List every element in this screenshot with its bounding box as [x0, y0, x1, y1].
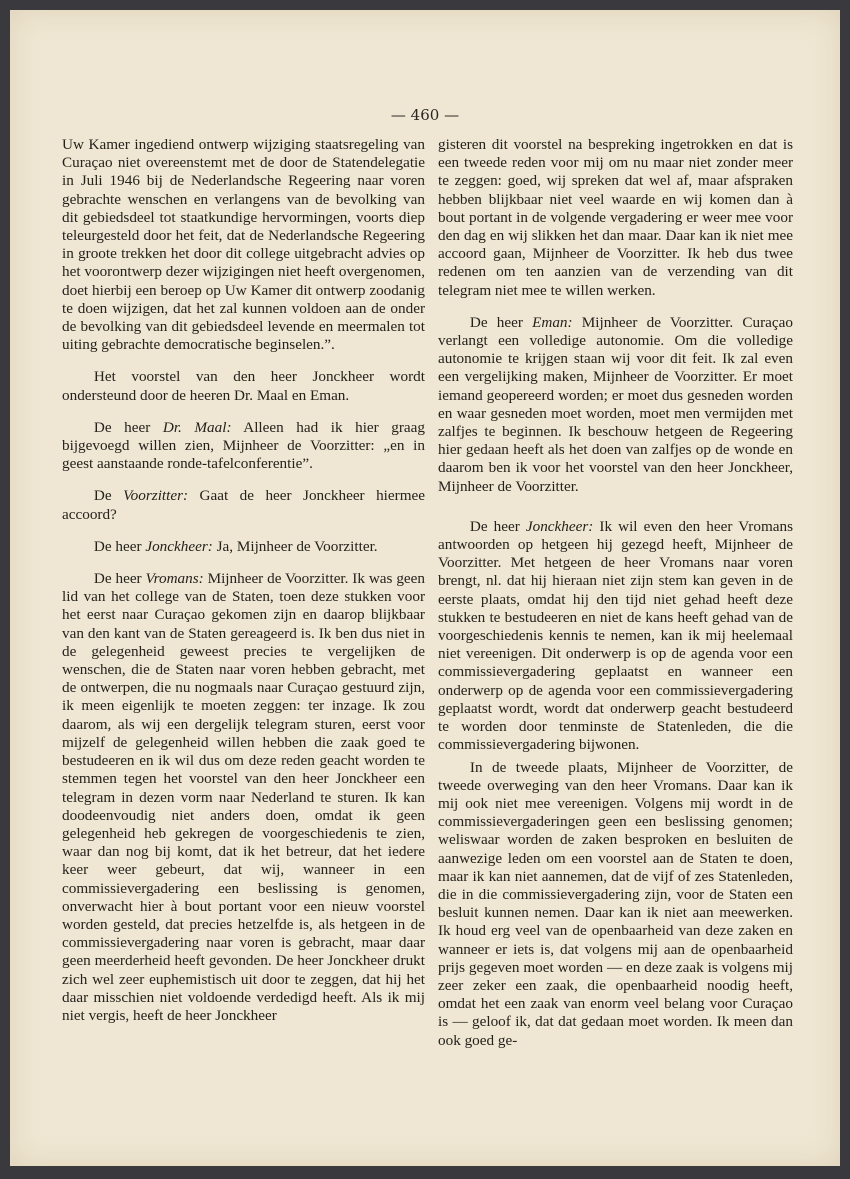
right-column [438, 136, 793, 1050]
left-column [62, 136, 425, 1039]
paragraph-text: In de tweede plaats, Mijnheer de Voorzitter, de tweede overweging van den heer Vromans. Daar kan ik mij ook niet mee vereenigen. Volgens mij wordt in de commissievergaderingen geen een beslissing genomen; weliswaar worden de zaken besproken en besluiten de aanwezige leden om een voorstel aan de Staten te doen, maar ik kan niet aannemen, dat de vijf of zes Statenleden, die in die commissievergadering zijn, voor de Staten een besluit kunnen nemen. Daar kan ik niet aan meewerken. Ik houd erg veel van de openbaarheid van deze zaken en wanneer er iets is, dat volgens mij aan de openbaarheid prijs gegeven moet worden — en deze zaak is volgens mij zeer zeker een zaak, die openbaarheid noodig heeft, omdat het een zaak van enorm veel belang voor Curaçao is — geloof ik, dat dat gedaan moet worden. Ik meen dan ook goed ge- [438, 758, 793, 1049]
paragraph-text: gisteren dit voorstel na bespreking ingetrokken en dat is een tweede reden voor mij om nu maar niet zonder meer te zeggen: goed, wij spreken dat wel af, maar afspraken hebben blijkbaar niet veel waarde en wij komen dan à bout portant in de volgende vergadering er weer mee voor den dag en wij slikken het dan maar. Daar kan ik niet mee accoord gaan, Mijnheer de Voorzitter. Ik heb dus twee redenen om ten aanzien van de verzending van dit telegram niet mee te willen werken. [438, 136, 793, 299]
page-number: — 460 — [390, 106, 460, 124]
paragraph-text: Uw Kamer ingediend ontwerp wijziging staatsregeling van Curaçao niet overeenstemt met de door de Statendelegatie in Juli 1946 bij de Nederlandsche Regeering naar voren gebrachte wenschen en verlangens van de bevolking van dit gebiedsdeel tot staatkundige hervormingen, voorts diep teleurgesteld door het feit, dat de Nederlandsche Regeering in groote trekken het door dit college uitgebracht advies op het voorontwerp dezer wijzigingen niet heeft overgenomen, doet hierbij een beroep op Uw Kamer dit ontwerp zoodanig te doen wijzigen, dat het zal kunnen voldoen aan de onder de bevolking van dit gebiedsdeel levende en meermalen tot uiting gebrachte democratische beginselen.”. [62, 136, 425, 354]
paragraph-text: Alleen had ik hier graag bijgevoegd willen zien, Mijnheer de Voorzitter: „en in geest aanstaande ronde-tafelconferentie”. [62, 418, 426, 473]
speaker-prefix: De heer [93, 418, 163, 436]
speaker-prefix: De heer [93, 570, 146, 588]
paragraph-text: Mijnheer de Voorzitter. Ik was geen lid van het college van de Staten, toen deze stukken voor het eerst naar Curaçao gekomen zijn en daarop blijkbaar van den kant van de Staten gereageerd is. Ik ben dus niet in de gelegenheid geweest precies te vergelijken de wenschen, die de Staten naar voren hebben gebracht, met de ontwerpen, die nu nogmaals naar Curaçao gestuurd zijn, ik meen eigenlijk te moeten zeggen: ter inzage. Ik zou daarom, als wij een dergelijk telegram sturen, eerst voor mijzelf de gelegenheid willen hebben die zaak goed te bestudeeren en ik wil dus om deze reden geacht worden te stemmen tegen het voorstel van den heer Jonckheer een telegram in dezen vorm naar Nederland te sturen. Ik kan doodeenvoudig niet anders doen, omdat ik geen gelegenheid heb gekregen de voorgeschiedenis te zien, waar dan nog bij komt, dat ik het betreur, dat het iedere keer weer gebeurt, dat wij, wanneer in een commissievergadering een beslissing is genomen, onverwacht hier à bout portant voor een nieuw voorstel worden gesteld, dat precies hetzelfde is, als hetgeen in de commissievergadering naar voren is gebracht, maar daar geen meerderheid heeft gevonden. De heer Jonckheer drukt zich wel zeer euphemistisch uit door te zeggen, dat hij het daar misschien niet voldoende verdedigd heeft. Als ik mij niet vergis, heeft de heer Jonckheer [62, 570, 425, 1024]
speaker-prefix: De [93, 487, 124, 505]
paragraph [438, 314, 793, 496]
paragraph-text: Ja, Mijnheer de Voorzitter. [212, 537, 378, 555]
paragraph-text: Het voorstel van den heer Jonckheer wordt ondersteund door de heeren Dr. Maal en Eman. [62, 368, 425, 404]
paragraph-text: Ik wil even den heer Vromans antwoorden op hetgeen hij gezegd heeft, Mijnheer de Voorzitter. Met hetgeen de heer Vromans naar voren brengt, nl. dat hij hieraan niet zijn stem kan geven in de eerste plaats, omdat hij den tijd niet gehad heeft deze stukken te bestudeeren en niet de kans heeft gehad van de voorgeschiedenis kennis te nemen, kan ik mij heelemaal niet vereenigen. Dit onderwerp is op de agenda voor een commissievergadering geplaatst en wanneer een onderwerp op de agenda voor een commissievergadering geplaatst wordt, wordt dat onderwerp geacht bestudeerd te worden door tenminste de Statenleden, die die commissievergadering bijwonen. [438, 517, 793, 754]
paragraph [438, 518, 793, 755]
speaker-name: Vromans: [145, 570, 204, 588]
paragraph [62, 570, 425, 1025]
speaker-name: Eman: [532, 313, 573, 331]
speaker-name: Jonckheer: [145, 537, 213, 555]
speaker-name: Jonckheer: [525, 517, 594, 535]
paragraph [62, 368, 425, 404]
speaker-name: Voorzitter: [123, 487, 189, 505]
speaker-prefix: De heer [469, 313, 533, 331]
paragraph-text: Gaat de heer Jonckheer hiermee accoord? [62, 487, 425, 523]
paragraph [62, 136, 425, 354]
speaker-prefix: De heer [469, 517, 526, 535]
speaker-name: Dr. Maal: [162, 418, 232, 436]
paragraph [62, 487, 425, 523]
document-page [10, 10, 840, 1166]
paragraph [438, 759, 793, 1050]
speaker-prefix: De heer [93, 537, 146, 555]
paragraph [62, 419, 425, 474]
paragraph-text: Mijnheer de Voorzitter. Curaçao verlangt een volledige autonomie. Om die volledige autonomie te krijgen staan wij voor dit feit. Ik zal even een vergelijking maken, Mijnheer de Voorzitter. Er moet iemand geopereerd worden; er moet dus gesneden worden en waar gesneden moet worden, moet men vermijden met zalfjes te beginnen. Ik beschouw hetgeen de Regeering hier gedaan heeft als het doen van zalfjes op de wonde en daarom ben ik voor het voorstel van den heer Jonckheer, Mijnheer de Voorzitter. [438, 313, 793, 495]
paragraph [438, 136, 793, 300]
paragraph [62, 538, 425, 556]
